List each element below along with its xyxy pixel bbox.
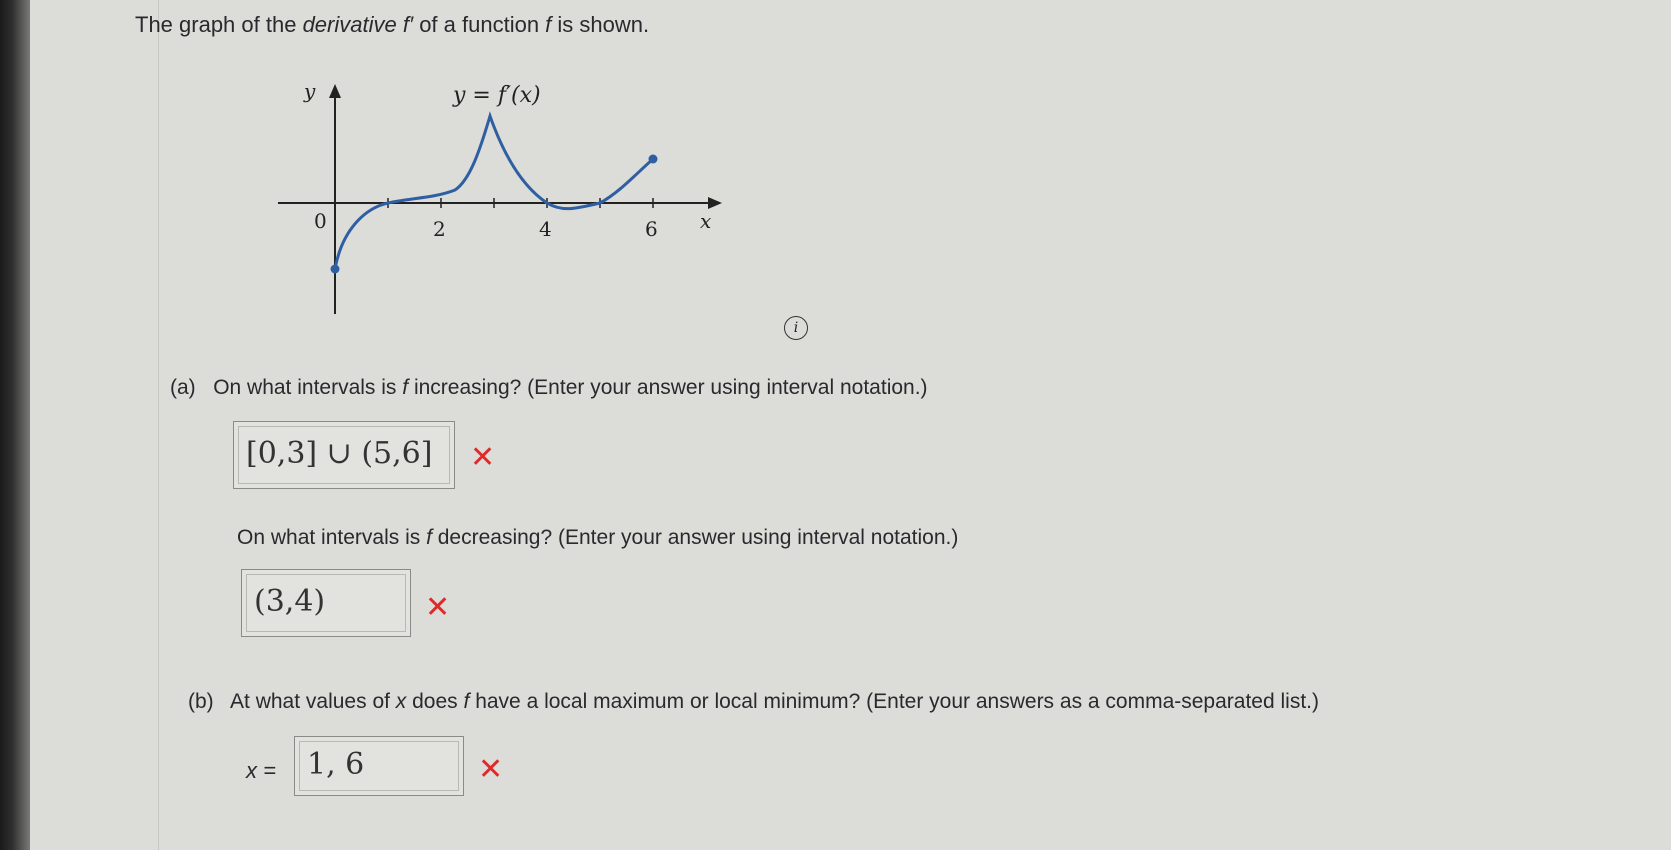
question-text: have a local maximum or local minimum? (Enter your answers as a comma-separated list.)	[469, 690, 1319, 713]
x-equals-label: x =	[246, 758, 276, 783]
question-text: On what intervals is	[237, 526, 427, 549]
part-a-question	[170, 376, 928, 400]
question-text: decreasing? (Enter your answer using interval notation.)	[431, 526, 959, 549]
info-icon[interactable]: i	[784, 316, 808, 340]
question-text: increasing? (Enter your answer using interval notation.)	[408, 376, 928, 399]
prompt-text: is shown.	[551, 12, 650, 37]
extrema-answer-field[interactable]	[294, 736, 464, 796]
question-text: At what values of	[230, 690, 396, 713]
curve-end-point	[649, 155, 658, 164]
tick-label-4: 4	[539, 217, 552, 241]
incorrect-icon: ✕	[470, 440, 496, 475]
x-axis-arrow	[708, 197, 722, 209]
curve-start-point	[331, 265, 340, 274]
incorrect-icon: ✕	[425, 590, 451, 625]
part-b-label: (b)	[188, 690, 214, 713]
question-variable: x	[395, 690, 407, 713]
part-a-question-2	[237, 526, 958, 550]
derivative-graph	[270, 70, 740, 320]
x-axis-label: x	[700, 209, 712, 233]
y-axis-label: y	[304, 79, 316, 103]
origin-label: 0	[314, 209, 327, 233]
question-function: f	[463, 690, 470, 713]
increasing-answer-field[interactable]	[233, 421, 455, 489]
increasing-answer-value: [0,3] ∪ (5,6]	[246, 436, 433, 471]
prompt-text: The graph of the	[135, 12, 303, 37]
decreasing-answer-value: (3,4)	[254, 584, 326, 619]
tick-label-2: 2	[433, 217, 446, 241]
part-b-question	[188, 690, 1319, 714]
question-text: does	[406, 690, 464, 713]
extrema-answer-value: 1, 6	[307, 747, 365, 782]
tick-label-6: 6	[645, 217, 658, 241]
part-a-label: (a)	[170, 376, 196, 399]
y-axis-arrow	[329, 84, 341, 98]
prompt-derivative: derivative f′	[302, 12, 414, 37]
question-function: f	[426, 526, 432, 549]
question-text: On what intervals is	[213, 376, 403, 399]
incorrect-icon: ✕	[478, 752, 504, 787]
problem-prompt	[135, 12, 649, 38]
derivative-curve	[335, 116, 653, 269]
decreasing-answer-field[interactable]	[241, 569, 411, 637]
curve-label: y = f′(x)	[453, 83, 541, 108]
prompt-function: f	[545, 12, 552, 37]
question-function: f	[402, 376, 409, 399]
prompt-text: of a function	[413, 12, 546, 37]
